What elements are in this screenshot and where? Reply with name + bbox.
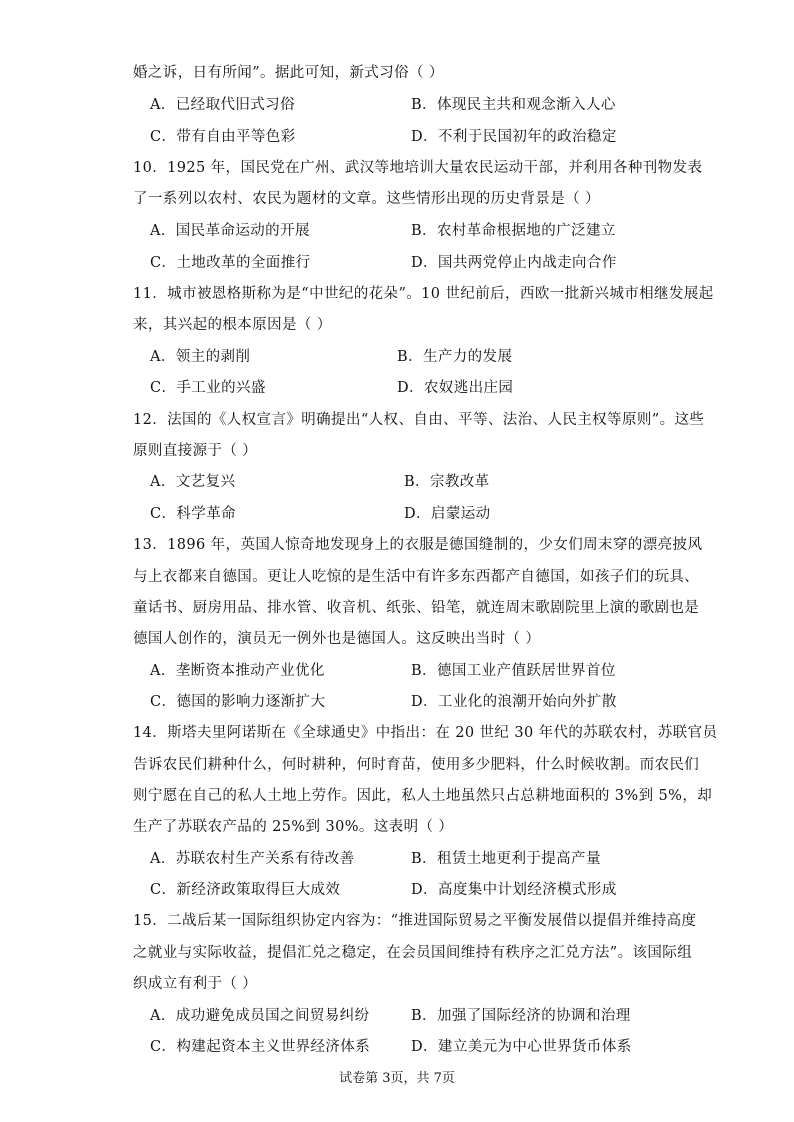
q14-option-d: D．高度集中计划经济模式形成 — [411, 882, 617, 898]
q10-option-a: A．国民革命运动的开展 — [150, 223, 310, 239]
q12-option-a: A．文艺复兴 — [150, 474, 236, 490]
intro-option-c: C．带有自由平等色彩 — [150, 129, 296, 145]
q11-option-c: C．手工业的兴盛 — [150, 380, 266, 396]
q15-option-a: A．成功避免成员国之间贸易纠纷 — [150, 1008, 370, 1024]
intro-option-b: B．体现民主共和观念渐入人心 — [411, 97, 616, 113]
q15-option-c: C．构建起资本主义世界经济体系 — [150, 1039, 371, 1055]
q15-option-d: D．建立美元为中心世界货币体系 — [411, 1039, 632, 1055]
page-footer: 试卷第 3页，共 7页 — [339, 1071, 455, 1086]
q13-option-c: C．德国的影响力逐渐扩大 — [150, 694, 326, 710]
q11-line-1: 11．城市被恩格斯称为是“中世纪的花朵”。10 世纪前后，西欧一批新兴城市相继发展起 — [133, 286, 714, 302]
q11-line-2: 来，其兴起的根本原因是（ ） — [133, 317, 332, 333]
q14-option-a: A．苏联农村生产关系有待改善 — [150, 851, 355, 867]
q13-line-3: 童话书、厨房用品、排水管、收音机、纸张、铅笔，就连周末歌剧院里上演的歌剧也是 — [133, 600, 700, 616]
q14-option-c: C．新经济政策取得巨大成效 — [150, 882, 341, 898]
q13-line-2: 与上衣都来自德国。更让人吃惊的是生活中有许多东西都产自德国，如孩子们的玩具、 — [133, 569, 700, 585]
q14-line-1: 14．斯塔夫里阿诺斯在《全球通史》中指出：在 20 世纪 30 年代的苏联农村，苏联官员 — [133, 725, 718, 741]
q14-option-b: B．租赁土地更利于提高产量 — [411, 851, 601, 867]
q10-line-2: 了一系列以农村、农民为题材的文章。这些情形出现的历史背景是（ ） — [133, 191, 600, 207]
q10-option-c: C．土地改革的全面推行 — [150, 255, 311, 271]
intro-line: 婚之诉，日有所闻”。据此可知，新式习俗（ ） — [133, 65, 444, 81]
q13-line-4: 德国人创作的，演员无一例外也是德国人。这反映出当时（ ） — [133, 631, 541, 647]
q13-option-b: B．德国工业产值跃居世界首位 — [411, 663, 616, 679]
q11-option-b: B．生产力的发展 — [397, 349, 513, 365]
q15-line-1: 15．二战后某一国际组织协定内容为：“推进国际贸易之平衡发展借以提倡并维持高度 — [133, 913, 697, 929]
q14-line-2: 告诉农民们耕种什么，何时耕种，何时育苗，使用多少肥料，什么时候收割。而农民们 — [133, 757, 700, 773]
q13-option-a: A．垄断资本推动产业优化 — [150, 663, 325, 679]
q12-line-1: 12．法国的《人权宣言》明确提出“人权、自由、平等、法治、人民主权等原则”。这些 — [133, 412, 705, 428]
q14-line-4: 生产了苏联农产品的 25%到 30%。这表明（ ） — [133, 819, 454, 835]
q12-option-d: D．启蒙运动 — [404, 506, 491, 522]
q12-line-2: 原则直接源于（ ） — [133, 443, 258, 459]
q11-option-d: D．农奴逃出庄园 — [397, 380, 514, 396]
q11-option-a: A．领主的剥削 — [150, 349, 251, 365]
q15-line-2: 之就业与实际收益，提倡汇兑之稳定，在会员国间维持有秩序之汇兑方法”。该国际组 — [133, 945, 693, 961]
q10-option-b: B．农村革命根据地的广泛建立 — [411, 223, 616, 239]
q10-option-d: D．国共两党停止内战走向合作 — [411, 255, 617, 271]
q13-line-1: 13．1896 年，英国人惊奇地发现身上的衣服是德国缝制的，少女们周末穿的漂亮披风 — [133, 537, 703, 553]
q12-option-c: C．科学革命 — [150, 506, 236, 522]
intro-option-d: D．不利于民国初年的政治稳定 — [411, 129, 617, 145]
q14-line-3: 则宁愿在自己的私人土地上劳作。因此，私人土地虽然只占总耕地面积的 3%到 5%，却 — [133, 788, 713, 804]
q12-option-b: B．宗教改革 — [404, 474, 490, 490]
q15-line-3: 织成立有利于（ ） — [133, 976, 258, 992]
q15-option-b: B．加强了国际经济的协调和治理 — [411, 1008, 631, 1024]
intro-option-a: A．已经取代旧式习俗 — [150, 97, 295, 113]
q13-option-d: D．工业化的浪潮开始向外扩散 — [411, 694, 617, 710]
q10-line-1: 10．1925 年，国民党在广州、武汉等地培训大量农民运动干部，并利用各种刊物发表 — [133, 160, 703, 176]
